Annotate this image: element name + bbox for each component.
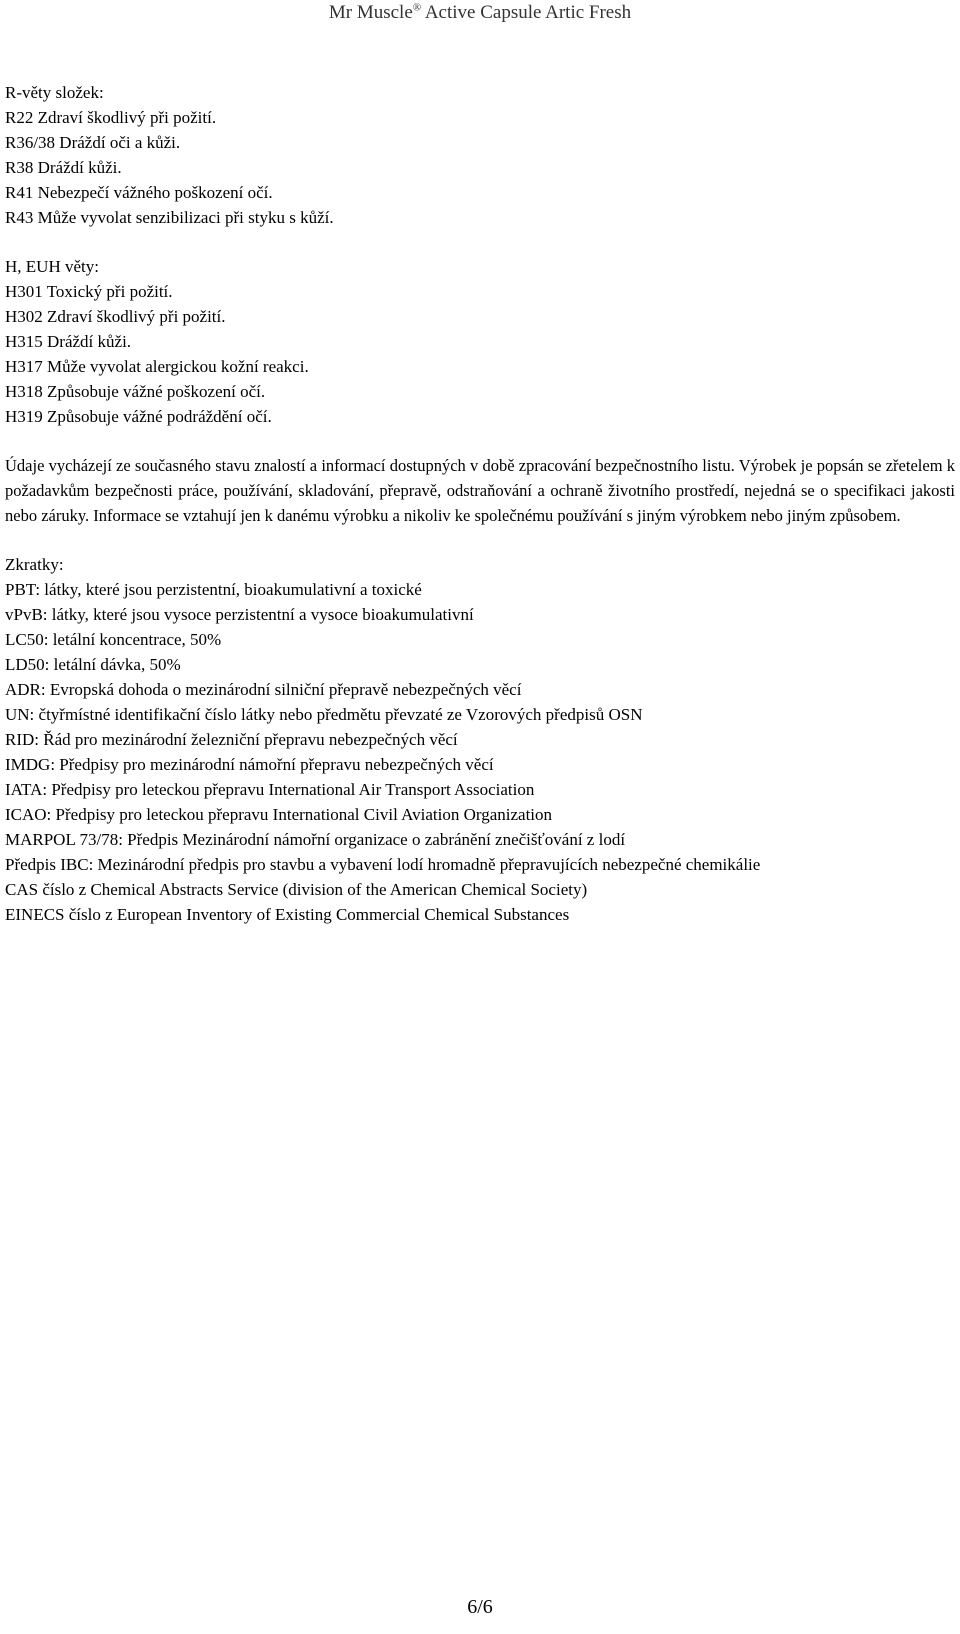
- spacer: [5, 230, 955, 254]
- h-sentence-item: H319 Způsobuje vážné podráždění očí.: [5, 407, 272, 426]
- registered-mark: ®: [412, 1, 422, 14]
- h-sentence-item: H318 Způsobuje vážné poškození očí.: [5, 382, 266, 401]
- disclaimer-section: [5, 453, 955, 528]
- r-sentence-item: R36/38 Dráždí oči a kůži.: [5, 133, 181, 152]
- abbreviation-item: IATA: Předpisy pro leteckou přepravu International Air Transport Association: [5, 780, 535, 799]
- abbreviation-item: LC50: letální koncentrace, 50%: [5, 630, 222, 649]
- h-sentences-section: [5, 254, 955, 429]
- abbreviations-section: [5, 552, 955, 927]
- page-header: [0, 2, 960, 24]
- r-sentence-item: R38 Dráždí kůži.: [5, 158, 122, 177]
- abbreviation-item: LD50: letální dávka, 50%: [5, 655, 181, 674]
- abbreviation-item: ICAO: Předpisy pro leteckou přepravu International Civil Aviation Organization: [5, 805, 553, 824]
- abbreviation-item: CAS číslo z Chemical Abstracts Service (division of the American Chemical Society): [5, 880, 588, 899]
- r-sentences-heading: R-věty složek:: [5, 83, 104, 102]
- h-sentence-item: H302 Zdraví škodlivý při požití.: [5, 307, 226, 326]
- h-sentence-item: H315 Dráždí kůži.: [5, 332, 132, 351]
- r-sentences-section: [5, 80, 955, 230]
- abbreviation-item: ADR: Evropská dohoda o mezinárodní silniční přepravě nebezpečných věcí: [5, 680, 522, 699]
- abbreviation-item: Předpis IBC: Mezinárodní předpis pro stavbu a vybavení lodí hromadně přepravujících nebezpečné chemikálie: [5, 855, 761, 874]
- h-sentences-heading: H, EUH věty:: [5, 257, 99, 276]
- abbreviation-item: RID: Řád pro mezinárodní železniční přepravu nebezpečných věcí: [5, 730, 458, 749]
- abbreviations-heading: Zkratky:: [5, 555, 64, 574]
- r-sentence-item: R22 Zdraví škodlivý při požití.: [5, 108, 217, 127]
- spacer: [5, 528, 955, 552]
- r-sentence-item: R41 Nebezpečí vážného poškození očí.: [5, 183, 273, 202]
- h-sentence-item: H301 Toxický při požití.: [5, 282, 173, 301]
- header-title-main: Mr Muscle: [328, 2, 413, 23]
- header-title-rest: Active Capsule Artic Fresh: [424, 2, 632, 23]
- r-sentence-item: R43 Může vyvolat senzibilizaci při styku s kůží.: [5, 208, 334, 227]
- abbreviation-item: vPvB: látky, které jsou vysoce perzistentní a vysoce bioakumulativní: [5, 605, 474, 624]
- disclaimer-paragraph: Údaje vycházejí ze současného stavu znalostí a informací dostupných v době zpracování bezpečnostního listu. Výrobek je popsán se zřetelem k požadavkům bezpečnosti práce, používání, skladování, přepravě, odstraňování a ochraně životního prostředí, nejedná se o specifikaci jakosti nebo záruky. Informace se vztahují jen k danému výrobku a nikoliv ke společnému používání s jiným výrobkem nebo jiným způsobem.: [5, 456, 955, 525]
- abbreviation-item: UN: čtyřmístné identifikační číslo látky nebo předmětu převzaté ze Vzorových předpisů OSN: [5, 705, 643, 724]
- abbreviation-item: MARPOL 73/78: Předpis Mezinárodní námořní organizace o zabránění znečišťování z lodí: [5, 830, 626, 849]
- page-number: 6/6: [467, 1596, 493, 1618]
- abbreviation-item: IMDG: Předpisy pro mezinárodní námořní přepravu nebezpečných věcí: [5, 755, 494, 774]
- abbreviation-item: PBT: látky, které jsou perzistentní, bioakumulativní a toxické: [5, 580, 422, 599]
- abbreviation-item: EINECS číslo z European Inventory of Existing Commercial Chemical Substances: [5, 905, 570, 924]
- spacer: [5, 429, 955, 453]
- document-body: [5, 80, 955, 927]
- h-sentence-item: H317 Může vyvolat alergickou kožní reakci.: [5, 357, 309, 376]
